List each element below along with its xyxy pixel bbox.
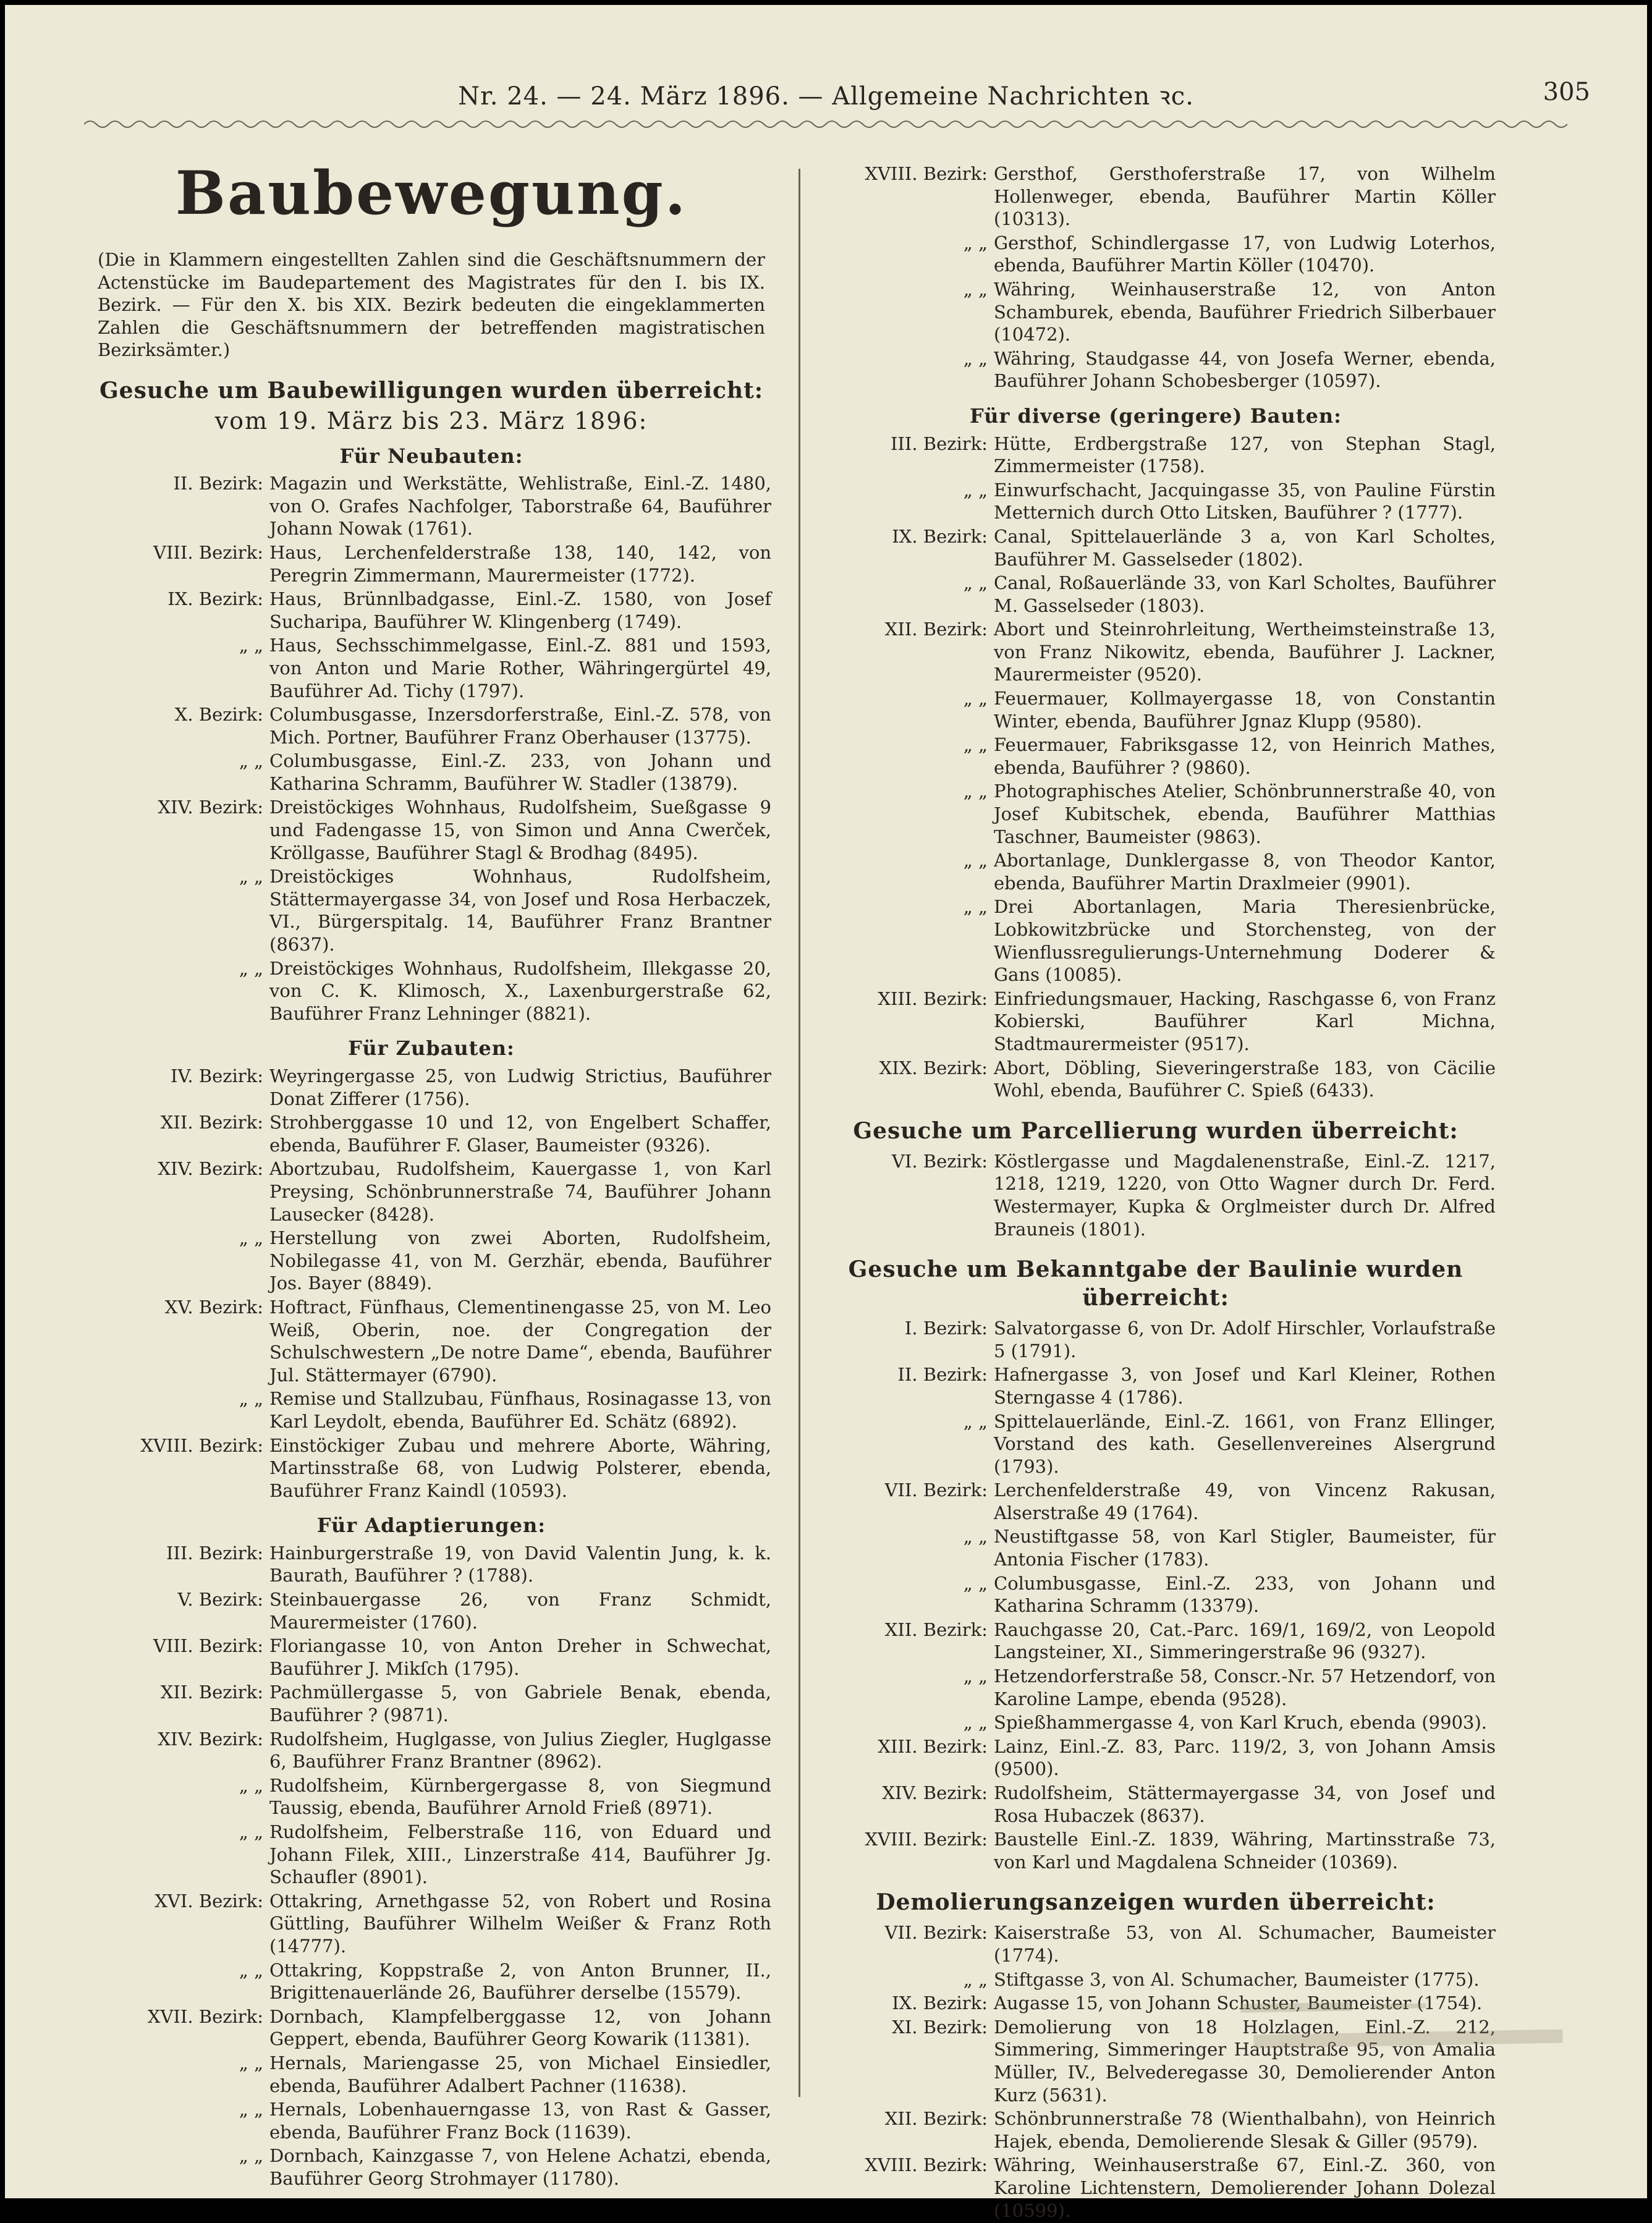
list-item: [91, 1588, 771, 1633]
district-label: XI. Bezirk:: [892, 2016, 988, 2038]
district-label: „ „: [963, 347, 988, 369]
list-item: [816, 849, 1496, 894]
district-label: IV. Bezirk:: [171, 1065, 263, 1086]
district-label: XII. Bezirk:: [160, 1682, 263, 1703]
district-label: „ „: [963, 232, 988, 253]
district-label: VIII. Bezirk:: [153, 1635, 263, 1657]
list-item: [816, 780, 1496, 848]
entry-text: Währing, Weinhauserstraße 67, Einl.-Z. 360, von Karoline Lichtenstern, Demolierender Johann Dolezal (10599).: [994, 2154, 1496, 2221]
list-item: [816, 1711, 1496, 1734]
district-label: „ „: [239, 2099, 263, 2120]
list-item: [816, 525, 1496, 570]
district-label: „ „: [963, 1410, 988, 1432]
section-heading-demolierung: Demolierungsanzeigen wurden überreicht:: [876, 1889, 1436, 1916]
district-label: XIV. Bezirk:: [158, 797, 263, 818]
list-item: [816, 572, 1496, 617]
page-number: 305: [1543, 78, 1590, 106]
list-item: [91, 1728, 771, 1773]
district-label: XV. Bezirk:: [164, 1296, 263, 1318]
list-item: [91, 1542, 771, 1587]
entry-text: Spießhammergasse 4, von Karl Kruch, ebenda (9903).: [994, 1712, 1488, 1734]
adaptierungen-list: [91, 1542, 771, 2190]
entry-text: Dreistöckiges Wohnhaus, Rudolfsheim, Stättermayergasse 34, von Josef und Rosa Herbaczek, VI., Bürgerspitalg. 14, Bauführer Franz Brantner (8637).: [269, 866, 771, 955]
list-item: [816, 278, 1496, 346]
entry-text: Feuermauer, Kollmayergasse 18, von Constantin Winter, ebenda, Bauführer Jgnaz Klupp (9580).: [994, 688, 1496, 732]
entry-text: Feuermauer, Fabriksgasse 12, von Heinrich Mathes, ebenda, Bauführer ? (9860).: [994, 734, 1496, 778]
intro-note: (Die in Klammern eingestellten Zahlen sind die Geschäftsnummern der Actenstücke im Baudepartement des Magistrates für den I. bis IX. Bezirk. — Für den X. bis XIX. Bezirk bedeuten die eingeklammerten Zahlen die Geschäftsnummern der betreffenden magistratischen Bezirksämter.): [98, 249, 765, 361]
district-label: XIV. Bezirk:: [882, 1782, 988, 1803]
column-divider: [798, 169, 800, 2097]
entry-text: Haus, Sechsschimmelgasse, Einl.-Z. 881 und 1593, von Anton und Marie Rother, Währingergürtel 49, Bauführer Ad. Tichy (1797).: [269, 635, 771, 701]
entry-text: Rauchgasse 20, Cat.-Parc. 169/1, 169/2, von Leopold Langsteiner, XI., Simmeringerstraße 96 (9327).: [994, 1619, 1496, 1663]
subheading-neubauten: Für Neubauten:: [339, 444, 523, 468]
district-label: „ „: [963, 1572, 988, 1594]
entry-text: Abortzubau, Rudolfsheim, Kauergasse 1, von Karl Preysing, Schönbrunnerstraße 74, Bauführer Johann Lausecker (8428).: [269, 1158, 771, 1225]
list-item: [91, 1681, 771, 1726]
entry-text: Rudolfsheim, Stättermayergasse 34, von Josef und Rosa Hubaczek (8637).: [994, 1782, 1496, 1826]
district-label: „ „: [963, 278, 988, 300]
section-heading-parcellierung: Gesuche um Parcellierung wurden überreicht:: [853, 1117, 1459, 1144]
entry-text: Columbusgasse, Einl.-Z. 233, von Johann und Katharina Schramm (13379).: [994, 1572, 1496, 1617]
district-label: „ „: [963, 850, 988, 871]
list-item: [816, 1057, 1496, 1102]
list-item: [91, 1227, 771, 1295]
entry-text: Baustelle Einl.-Z. 1839, Währing, Martinsstraße 73, von Karl und Magdalena Schneider (10369).: [994, 1829, 1496, 1873]
district-label: IX. Bezirk:: [167, 588, 263, 610]
entry-text: Hernals, Mariengasse 25, von Michael Einsiedler, ebenda, Bauführer Adalbert Pachner (11638).: [269, 2052, 771, 2096]
district-label: XIV. Bezirk:: [158, 1728, 263, 1750]
bleed-through-marks: [1234, 1986, 1582, 2066]
entry-text: Schönbrunnerstraße 78 (Wienthalbahn), von Heinrich Hajek, ebenda, Demolierende Slesak & Giller (9579).: [994, 2108, 1496, 2152]
list-item: [91, 1635, 771, 1680]
faint-stamp-graphic: [1234, 1986, 1582, 2066]
list-item: [816, 896, 1496, 986]
entry-text: Einwurfschacht, Jacquingasse 35, von Pauline Fürstin Metternich durch Otto Litsken, Bauführer ? (1777).: [994, 479, 1496, 523]
list-item: [816, 232, 1496, 277]
entry-text: Währing, Weinhauserstraße 12, von Anton Schamburek, ebenda, Bauführer Friedrich Silberbauer (10472).: [994, 278, 1496, 345]
district-label: XVIII. Bezirk:: [865, 2154, 988, 2176]
entry-text: Rudolfsheim, Kürnbergergasse 8, von Siegmund Taussig, ebenda, Bauführer Arnold Frieß (8971).: [269, 1774, 771, 1819]
entry-text: Columbusgasse, Einl.-Z. 233, von Johann und Katharina Schramm, Bauführer W. Stadler (13879).: [269, 750, 771, 794]
list-item: [91, 2005, 771, 2051]
diverse-list: [816, 433, 1496, 1102]
list-item: [816, 1317, 1496, 1362]
district-label: IX. Bezirk:: [892, 525, 988, 547]
district-label: V. Bezirk:: [177, 1589, 263, 1611]
district-label: „ „: [239, 750, 263, 772]
list-item: [91, 1434, 771, 1502]
entry-text: Hetzendorferstraße 58, Conscr.-Nr. 57 Hetzendorf, von Karoline Lampe, ebenda (9528).: [994, 1666, 1496, 1709]
list-item: [816, 1150, 1496, 1240]
district-label: „ „: [239, 1959, 263, 1981]
list-item: [91, 1774, 771, 1819]
district-label: III. Bezirk:: [890, 433, 988, 454]
list-item: [91, 472, 771, 540]
entry-text: Abortanlage, Dunklergasse 8, von Theodor Kantor, ebenda, Bauführer Martin Draxlmeier (9901).: [994, 850, 1496, 894]
entry-text: Columbusgasse, Inzersdorferstraße, Einl.-Z. 578, von Mich. Portner, Bauführer Franz Oberhauser (13775).: [269, 704, 771, 748]
list-item: [91, 634, 771, 702]
district-label: „ „: [963, 781, 988, 802]
entry-text: Steinbauergasse 26, von Franz Schmidt, Maurermeister (1760).: [269, 1589, 771, 1633]
list-item: [91, 1387, 771, 1433]
list-item: [816, 163, 1496, 231]
district-label: I. Bezirk:: [904, 1318, 988, 1339]
entry-text: Hainburgerstraße 19, von David Valentin Jung, k. k. Baurath, Bauführer ? (1788).: [269, 1542, 771, 1586]
newspaper-page: [5, 5, 1647, 2221]
district-label: XVIII. Bezirk:: [865, 1829, 988, 1850]
list-item: [91, 541, 771, 586]
list-item: [816, 1968, 1496, 1991]
section-date-range: vom 19. März bis 23. März 1896:: [214, 407, 648, 434]
entry-text: Hütte, Erdbergstraße 127, von Stephan Stagl, Zimmermeister (1758).: [994, 433, 1496, 477]
district-label: „ „: [239, 2145, 263, 2167]
entry-text: Herstellung von zwei Aborten, Rudolfsheim, Nobilegasse 41, von M. Gerzhär, ebenda, Bauführer Jos. Bayer (8849).: [269, 1227, 771, 1294]
district-label: XIV. Bezirk:: [158, 1158, 263, 1180]
district-label: XII. Bezirk:: [160, 1112, 263, 1133]
district-label: VII. Bezirk:: [884, 1480, 988, 1501]
list-item: [816, 1782, 1496, 1827]
entry-text: Köstlergasse und Magdalenenstraße, Einl.-Z. 1217, 1218, 1219, 1220, von Otto Wagner durch Dr. Ferd. Westermayer, Kupka & Orglmeister durch Dr. Alfred Brauneis (1801).: [994, 1150, 1496, 1240]
adaptierungen-list-continued: [816, 163, 1496, 392]
district-label: XIII. Bezirk:: [878, 1735, 988, 1757]
entry-text: Spittelauerlände, Einl.-Z. 1661, von Franz Ellinger, Vorstand des kath. Gesellenvereines Alsergrund (1793).: [994, 1410, 1496, 1477]
list-item: [91, 703, 771, 748]
entry-text: Dornbach, Klampfelberggasse 12, von Johann Geppert, ebenda, Bauführer Georg Kowarik (11381).: [269, 2005, 771, 2050]
district-label: XVIII. Bezirk:: [865, 163, 988, 184]
district-label: XIII. Bezirk:: [878, 988, 988, 1009]
main-title: Baubewegung.: [175, 158, 688, 228]
entry-text: Einfriedungsmauer, Hacking, Raschgasse 6, von Franz Kobierski, Bauführer Karl Michna, Stadtmaurermeister (9517).: [994, 988, 1496, 1054]
entry-text: Kaiserstraße 53, von Al. Schumacher, Baumeister (1774).: [994, 1922, 1496, 1966]
district-label: „ „: [963, 1712, 988, 1734]
demolierung-list: [816, 1921, 1496, 2222]
entry-text: Lerchenfelderstraße 49, von Vincenz Rakusan, Alserstraße 49 (1764).: [994, 1480, 1496, 1523]
entry-text: Dornbach, Kainzgasse 7, von Helene Achatzi, ebenda, Bauführer Georg Strohmayer (11780).: [269, 2145, 771, 2189]
district-label: VIII. Bezirk:: [153, 541, 263, 563]
list-item: [91, 1959, 771, 2004]
district-label: „ „: [239, 1821, 263, 1842]
district-label: XII. Bezirk:: [884, 1619, 988, 1640]
list-item: [816, 2154, 1496, 2222]
list-item: [816, 1665, 1496, 1710]
entry-text: Salvatorgasse 6, von Dr. Adolf Hirschler, Vorlaufstraße 5 (1791).: [994, 1318, 1496, 1361]
entry-text: Haus, Lerchenfelderstraße 138, 140, 142, von Peregrin Zimmermann, Maurermeister (1772).: [269, 541, 771, 586]
entry-text: Pachmüllergasse 5, von Gabriele Benak, ebenda, Bauführer ? (9871).: [269, 1682, 771, 1726]
list-item: [816, 687, 1496, 732]
district-label: „ „: [963, 734, 988, 756]
list-item: [816, 347, 1496, 392]
list-item: [91, 796, 771, 864]
district-label: III. Bezirk:: [166, 1542, 263, 1564]
district-label: „ „: [239, 635, 263, 656]
list-item: [816, 1479, 1496, 1524]
district-label: „ „: [963, 896, 988, 918]
subheading-zubauten: Für Zubauten:: [348, 1036, 515, 1061]
list-item: [91, 1065, 771, 1110]
district-label: X. Bezirk:: [174, 704, 263, 726]
entry-text: Lainz, Einl.-Z. 83, Parc. 119/2, 3, von Johann Amsis (9500).: [994, 1735, 1496, 1780]
list-item: [91, 2098, 771, 2143]
list-item: [816, 1619, 1496, 1664]
entry-text: Ottakring, Koppstraße 2, von Anton Brunner, II., Brigittenauerlände 26, Bauführer derselbe (15579).: [269, 1959, 771, 2004]
district-label: „ „: [239, 1774, 263, 1796]
entry-text: Ottakring, Arnethgasse 52, von Robert und Rosina Güttling, Bauführer Wilhelm Weißer & Franz Roth (14777).: [269, 1890, 771, 1957]
list-item: [816, 1572, 1496, 1617]
district-label: „ „: [963, 1526, 988, 1548]
list-item: [816, 618, 1496, 686]
list-item: [91, 1821, 771, 1889]
list-item: [816, 1735, 1496, 1781]
entry-text: Rudolfsheim, Felberstraße 116, von Eduard und Johann Filek, XIII., Linzerstraße 414, Bauführer Jg. Schaufler (8901).: [269, 1821, 771, 1888]
header-ornament-rule: [84, 115, 1567, 133]
list-item: [91, 865, 771, 955]
district-label: XII. Bezirk:: [884, 2108, 988, 2130]
district-label: „ „: [963, 479, 988, 501]
entry-text: Dreistöckiges Wohnhaus, Rudolfsheim, Illekgasse 20, von C. K. Klimosch, X., Laxenburgerstraße 62, Bauführer Franz Lehninger (8821).: [269, 957, 771, 1024]
entry-text: Abort und Steinrohrleitung, Wertheimsteinstraße 13, von Franz Nikowitz, ebenda, Bauführer J. Lackner, Maurermeister (9520).: [994, 619, 1496, 685]
entry-text: Haus, Brünnlbadgasse, Einl.-Z. 1580, von Josef Sucharipa, Bauführer W. Klingenberg (1749).: [269, 588, 771, 632]
list-item: [91, 1158, 771, 1226]
district-label: XVIII. Bezirk:: [140, 1434, 263, 1456]
entry-text: Strohberggasse 10 und 12, von Engelbert Schaffer, ebenda, Bauführer F. Glaser, Baumeister (9326).: [269, 1112, 771, 1156]
entry-text: Remise und Stallzubau, Fünfhaus, Rosinagasse 13, von Karl Leydolt, ebenda, Bauführer Ed. Schätz (6892).: [269, 1388, 771, 1432]
list-item: [816, 2107, 1496, 2153]
section-heading-baubewilligungen: Gesuche um Baubewilligungen wurden überreicht:: [99, 377, 764, 404]
district-label: XVII. Bezirk:: [147, 2005, 263, 2027]
entry-text: Hoftract, Fünfhaus, Clementinengasse 25, von M. Leo Weiß, Oberin, noe. der Congregation der Schulschwestern „De notre Dame“, ebenda, Bauführer Jul. Stättermayer (6790).: [269, 1296, 771, 1386]
district-label: XIX. Bezirk:: [879, 1057, 988, 1078]
entry-text: Weyringergasse 25, von Ludwig Strictius, Bauführer Donat Zifferer (1756).: [269, 1065, 771, 1109]
entry-text: Canal, Spittelauerlände 3 a, von Karl Scholtes, Bauführer M. Gasselseder (1802).: [994, 525, 1496, 570]
entry-text: Stiftgasse 3, von Al. Schumacher, Baumeister (1775).: [994, 1968, 1480, 1990]
entry-text: Canal, Roßauerlände 33, von Karl Scholtes, Bauführer M. Gasselseder (1803).: [994, 572, 1496, 616]
district-label: „ „: [963, 1968, 988, 1990]
district-label: „ „: [963, 688, 988, 709]
district-label: „ „: [239, 2052, 263, 2073]
district-label: XII. Bezirk:: [884, 619, 988, 640]
entry-text: Währing, Staudgasse 44, von Josefa Werner, ebenda, Bauführer Johann Schobesberger (10597).: [994, 347, 1496, 392]
list-item: [816, 433, 1496, 478]
entry-text: Demolierung von 18 Holzlagen, Einl.-Z. 212, Simmering, Simmeringer Hauptstraße 95, von Amalia Müller, IV., Belvederegasse 30, Demolierender Anton Kurz (5631).: [994, 2016, 1496, 2106]
entry-text: Gersthof, Gersthoferstraße 17, von Wilhelm Hollenweger, ebenda, Bauführer Martin Köller (10313).: [994, 163, 1496, 230]
right-column: [816, 163, 1496, 2223]
baulinie-list: [816, 1317, 1496, 1873]
entry-text: Gersthof, Schindlergasse 17, von Ludwig Loterhos, ebenda, Bauführer Martin Köller (10470).: [994, 232, 1496, 276]
list-item: [91, 1296, 771, 1386]
entry-text: Drei Abortanlagen, Maria Theresienbrücke, Lobkowitzbrücke und Storchensteg, von der Wienflussregulierungs-Unternehmung Doderer & Gans (10085).: [994, 896, 1496, 986]
entry-text: Photographisches Atelier, Schönbrunnerstraße 40, von Josef Kubitschek, ebenda, Bauführer Matthias Taschner, Baumeister (9863).: [994, 781, 1496, 847]
district-label: IX. Bezirk:: [892, 1992, 988, 2014]
entry-text: Dreistöckiges Wohnhaus, Rudolfsheim, Sueßgasse 9 und Fadengasse 15, von Simon und Anna Cwerček, Kröllgasse, Bauführer Stagl & Brodhag (8495).: [269, 797, 771, 863]
district-label: „ „: [239, 1388, 263, 1410]
entry-text: Augasse 15, von Johann Schuster, Baumeister (1754).: [994, 1992, 1483, 2014]
list-item: [91, 2052, 771, 2097]
entry-text: Abort, Döbling, Sieveringerstraße 183, von Cäcilie Wohl, ebenda, Bauführer C. Spieß (6433).: [994, 1057, 1496, 1101]
left-column: [91, 159, 771, 2191]
list-item: [816, 1363, 1496, 1408]
district-label: VI. Bezirk:: [891, 1150, 988, 1172]
parcellierung-list: [816, 1150, 1496, 1240]
zubauten-list: [91, 1065, 771, 1502]
district-label: „ „: [239, 866, 263, 887]
district-label: II. Bezirk:: [173, 473, 263, 494]
list-item: [816, 1410, 1496, 1478]
entry-text: Magazin und Werkstätte, Wehlistraße, Einl.-Z. 1480, von O. Grafes Nachfolger, Taborstraße 64, Bauführer Johann Nowak (1761).: [269, 473, 771, 540]
list-item: [816, 1525, 1496, 1570]
district-label: „ „: [239, 1227, 263, 1249]
section-heading-baulinie: Gesuche um Bekanntgabe der Baulinie wurden überreicht:: [848, 1256, 1464, 1311]
district-label: VII. Bezirk:: [884, 1922, 988, 1944]
list-item: [91, 588, 771, 633]
entry-text: Neustiftgasse 58, von Karl Stigler, Baumeister, für Antonia Fischer (1783).: [994, 1526, 1496, 1570]
entry-text: Einstöckiger Zubau und mehrere Aborte, Währing, Martinsstraße 68, von Ludwig Polsterer, ebenda, Bauführer Franz Kaindl (10593).: [269, 1434, 771, 1501]
entry-text: Floriangasse 10, von Anton Dreher in Schwechat, Bauführer J. Mikſch (1795).: [269, 1635, 771, 1679]
district-label: „ „: [963, 572, 988, 594]
subheading-diverse-bauten: Für diverse (geringere) Bauten:: [970, 404, 1342, 428]
list-item: [816, 1921, 1496, 1967]
subheading-adaptierungen: Für Adaptierungen:: [316, 1514, 546, 1538]
list-item: [816, 988, 1496, 1056]
entry-text: Hernals, Lobenhauerngasse 13, von Rast & Gasser, ebenda, Bauführer Franz Bock (11639).: [269, 2099, 771, 2143]
list-item: [816, 1828, 1496, 1873]
list-item: [816, 479, 1496, 524]
list-item: [91, 1111, 771, 1156]
district-label: „ „: [239, 957, 263, 979]
running-header: Nr. 24. — 24. März 1896. — Allgemeine Nachrichten ꝛc.: [458, 82, 1194, 111]
district-label: XVI. Bezirk:: [155, 1890, 263, 1912]
entry-text: Rudolfsheim, Huglgasse, von Julius Ziegler, Huglgasse 6, Bauführer Franz Brantner (8962).: [269, 1728, 771, 1772]
district-label: II. Bezirk:: [897, 1364, 988, 1386]
list-item: [91, 2145, 771, 2190]
list-item: [91, 1890, 771, 1958]
neubauten-list: [91, 472, 771, 1025]
entry-text: Hafnergasse 3, von Josef und Karl Kleiner, Rothen Sterngasse 4 (1786).: [994, 1364, 1496, 1408]
list-item: [91, 957, 771, 1025]
district-label: „ „: [963, 1666, 988, 1687]
list-item: [816, 734, 1496, 779]
list-item: [91, 750, 771, 795]
